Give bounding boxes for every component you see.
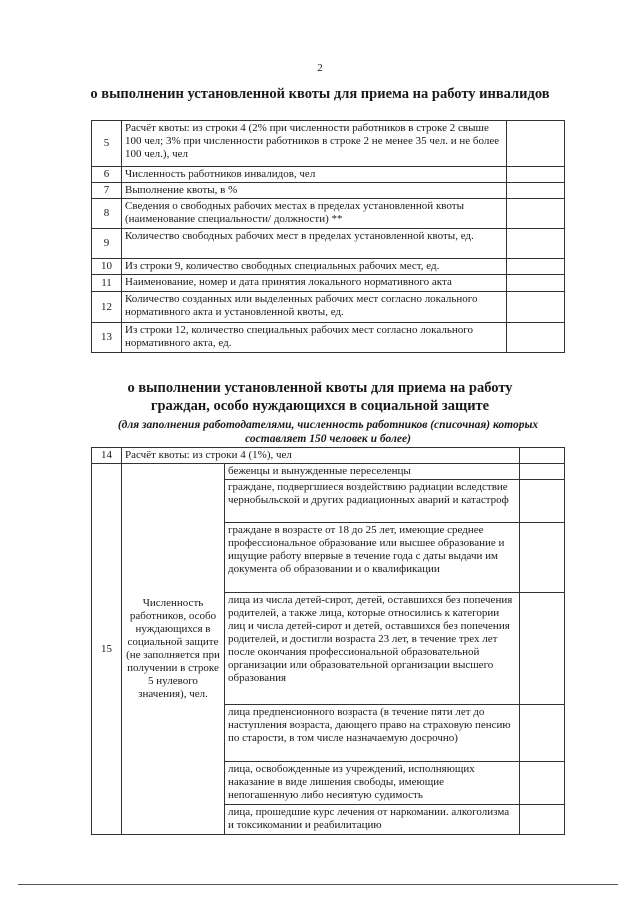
value-cell[interactable] [520,705,565,762]
row-number: 11 [92,275,122,292]
table-row [92,323,565,353]
row-number: 15 [92,464,122,835]
value-cell[interactable] [507,167,565,183]
table-row [92,199,565,229]
subcategory-label: граждане в возрасте от 18 до 25 лет, имеющие среднее профессиональное образование или высшее образование и ищущие работу впервые в течение года с даты выдачи им документа об образовании и о квалификации [225,523,520,593]
subcategory-label: граждане, подвергшиеся воздействию радиации вследствие чернобыльской и других радиационных аварий и катастроф [225,480,520,523]
row-number: 12 [92,292,122,323]
value-cell[interactable] [507,229,565,259]
section2-title-line1: о выполнении установленной квоты для приема на работу [127,380,513,396]
row-number: 6 [92,167,122,183]
value-cell[interactable] [507,275,565,292]
row-label: Численность работников инвалидов, чел [122,167,507,183]
subcategory-label: лица предпенсионного возраста (в течение пяти лет до наступления возраста, дающего право на страховую пенсию по старости, в том числе назначаемую досрочно) [225,705,520,762]
row-label: Выполнение квоты, в % [122,183,507,199]
subcategory-label: лица, освобожденные из учреждений, исполняющих наказание в виде лишения свободы, имеющие непогашенную либо несиятую судимость [225,762,520,805]
row-label: Количество свободных рабочих мест в пределах установленной квоты, ед. [122,229,507,259]
table-row [92,275,565,292]
section1-title: о выполненин установленной квоты для приема на работу инвалидов [90,86,550,102]
row-label: Расчёт квоты: из строки 4 (2% при численности работников в строке 2 свыше 100 чел; 3% при численности работников в строке 2 не менее 35 чел. и не более 100 чел.), чел [122,121,507,167]
row-label: Расчёт квоты: из строки 4 (1%), чел [122,448,520,464]
row-label: Из строки 12, количество специальных рабочих мест согласно локального нормативного акта, ед. [122,323,507,353]
row-number: 9 [92,229,122,259]
value-cell[interactable] [520,464,565,480]
value-cell[interactable] [507,259,565,275]
section2-note: (для заполнения работодателями, численность работников (списочная) которых составляет 150 человек и более) [117,419,539,445]
row-number: 13 [92,323,122,353]
table-row [92,448,565,464]
value-cell[interactable] [520,593,565,705]
value-cell[interactable] [507,121,565,167]
row-label: Количество созданных или выделенных рабочих мест согласно локального нормативного акта и установленной квоты, ед. [122,292,507,323]
row-label: Из строки 9, количество свободных специальных рабочих мест, ед. [122,259,507,275]
subcategory-label: лица, прошедшие курс лечения от наркомании. алкоголизма и токсикомании и реабилитацию [225,805,520,835]
row-number: 10 [92,259,122,275]
quota-disabled-table [91,120,565,353]
value-cell[interactable] [507,292,565,323]
row-label: Сведения о свободных рабочих местах в пределах установленной квоты (наименование специальности/ должности) ** [122,199,507,229]
row-number: 8 [92,199,122,229]
table-row [92,292,565,323]
value-cell[interactable] [520,805,565,835]
table-row [92,229,565,259]
page-bottom-rule [18,884,618,885]
quota-social-table [91,447,565,835]
table-row [92,167,565,183]
value-cell[interactable] [520,448,565,464]
table-row [92,259,565,275]
subcategory-label: лица из числа детей-сирот, детей, оставшихся без попечения родителей, а также лица, которые относились к категории лиц и числа детей-сирот и детей, оставшихся без попечения родителей, и достигли возраста 23 лет, в течение трех лет после окончания профессиональной образовательной организации или образовательной организации высшего образования [225,593,520,705]
subcategory-label: беженцы и вынужденные переселенцы [225,464,520,480]
value-cell[interactable] [507,199,565,229]
table-row [92,121,565,167]
row-number: 14 [92,448,122,464]
row-number: 5 [92,121,122,167]
section2-title-line2: граждан, особо нуждающихся в социальной защите [150,398,490,414]
row-label: Наименование, номер и дата принятия локального нормативного акта [122,275,507,292]
value-cell[interactable] [520,762,565,805]
page-number: 2 [317,62,323,74]
value-cell[interactable] [520,480,565,523]
row-number: 7 [92,183,122,199]
table-row [92,464,565,480]
category-label: Численность работников, особо нуждающихся в социальной защите (не заполняется при получении в строке 5 нулевого значения), чел. [122,464,225,835]
value-cell[interactable] [520,523,565,593]
table-row [92,183,565,199]
value-cell[interactable] [507,323,565,353]
value-cell[interactable] [507,183,565,199]
